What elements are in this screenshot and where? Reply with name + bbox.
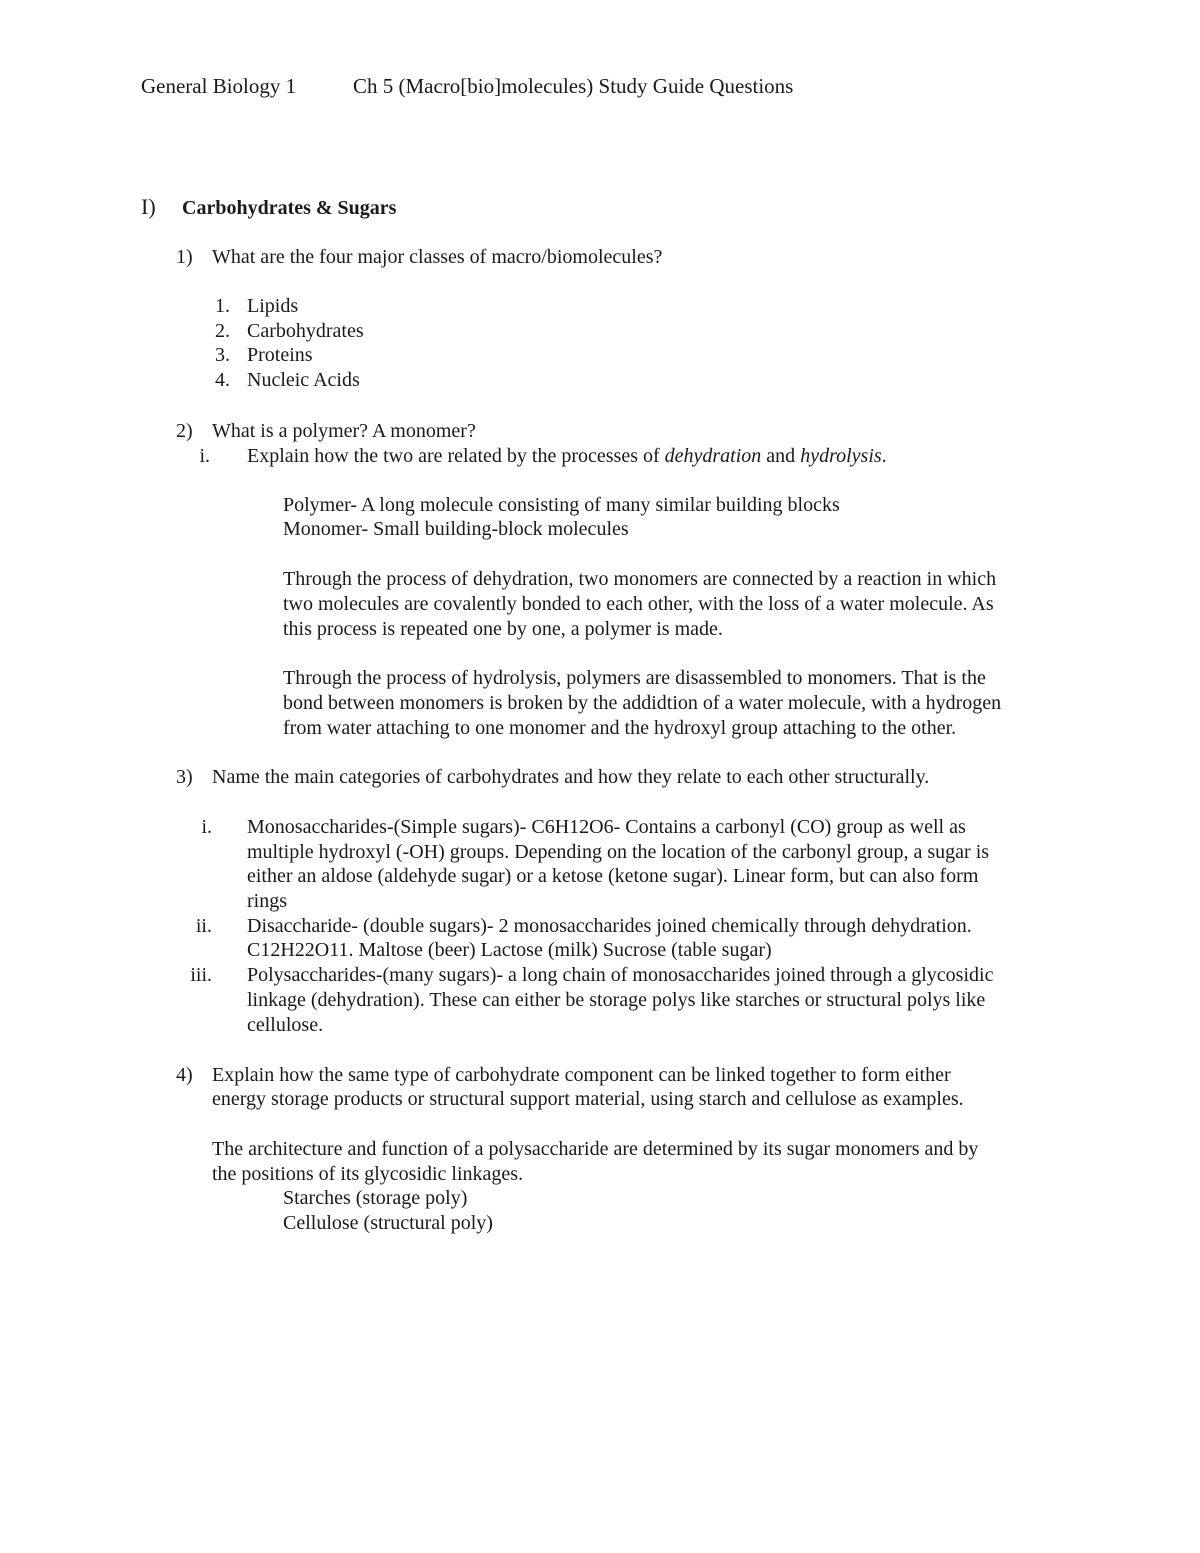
sub-text-hydrolysis: hydrolysis: [800, 445, 882, 467]
hydrolysis-line-3: from water attaching to one monomer and the hydroxyl group attaching to the other.: [283, 717, 957, 739]
dehydration-line-3: this process is repeated one by one, a polymer is made.: [283, 618, 723, 640]
answer-2-text: Carbohydrates: [247, 320, 364, 342]
answer-4-number: 4.: [215, 369, 230, 391]
q4-cellulose: Cellulose (structural poly): [283, 1212, 493, 1234]
question-1-text: What are the four major classes of macro/biomolecules?: [212, 246, 663, 268]
monomer-definition: Monomer- Small building-block molecules: [283, 518, 629, 540]
section-number: I): [141, 194, 156, 219]
q4-answer-line-1: The architecture and function of a polysaccharide are determined by its sugar monomers and by: [212, 1138, 979, 1160]
q3-item-3-number: iii.: [190, 964, 212, 986]
answer-3-text: Proteins: [247, 344, 313, 366]
q4-answer-line-2: the positions of its glycosidic linkages.: [212, 1163, 524, 1185]
answer-1-text: Lipids: [247, 295, 299, 317]
question-4-line-1: Explain how the same type of carbohydrate component can be linked together to form either: [212, 1064, 951, 1086]
question-4-number: 4): [176, 1064, 193, 1086]
sub-text-end: .: [881, 445, 887, 467]
question-2-number: 2): [176, 420, 193, 442]
question-4-line-2: energy storage products or structural support material, using starch and cellulose as examples.: [212, 1088, 964, 1110]
q3-item-1-line-1: Monosaccharides-(Simple sugars)- C6H12O6- Contains a carbonyl (CO) group as well as: [247, 816, 966, 838]
question-3-text: Name the main categories of carbohydrates and how they relate to each other structurally.: [212, 766, 930, 788]
sub-text-dehydration: dehydration: [664, 445, 762, 467]
q3-item-1-number: i.: [201, 816, 212, 838]
question-2-sub-number: i.: [199, 445, 210, 467]
q3-item-3-line-1: Polysaccharides-(many sugars)- a long chain of monosaccharides joined through a glycosidic: [247, 964, 994, 986]
question-2-text: What is a polymer? A monomer?: [212, 420, 476, 442]
q4-starches: Starches (storage poly): [283, 1187, 468, 1209]
answer-2-number: 2.: [215, 320, 230, 342]
q3-item-1-line-3: either an aldose (aldehyde sugar) or a ketose (ketone sugar). Linear form, but can also form: [247, 865, 979, 887]
answer-4-text: Nucleic Acids: [247, 369, 360, 391]
q3-item-3-line-3: cellulose.: [247, 1014, 324, 1036]
header-chapter: Ch 5 (Macro[bio]molecules) Study Guide Questions: [353, 74, 794, 98]
answer-1-number: 1.: [215, 295, 230, 317]
hydrolysis-line-2: bond between monomers is broken by the addidtion of a water molecule, with a hydrogen: [283, 692, 1002, 714]
q3-item-2-line-1: Disaccharide- (double sugars)- 2 monosaccharides joined chemically through dehydration.: [247, 915, 972, 937]
dehydration-line-2: two molecules are covalently bonded to each other, with the loss of a water molecule. As: [283, 593, 994, 615]
sub-text-pre: Explain how the two are related by the processes of: [247, 445, 665, 467]
dehydration-line-1: Through the process of dehydration, two monomers are connected by a reaction in which: [283, 568, 997, 590]
q3-item-1-line-2: multiple hydroxyl (-OH) groups. Depending on the location of the carbonyl group, a sugar is: [247, 841, 990, 863]
question-2-sub-text: [247, 444, 887, 468]
answer-3-number: 3.: [215, 344, 230, 366]
question-3-number: 3): [176, 766, 193, 788]
header-course: General Biology 1: [141, 74, 297, 98]
question-1-number: 1): [176, 246, 193, 268]
polymer-definition: Polymer- A long molecule consisting of many similar building blocks: [283, 494, 840, 516]
q3-item-1-line-4: rings: [247, 890, 287, 912]
sub-text-mid: and: [761, 445, 801, 467]
hydrolysis-line-1: Through the process of hydrolysis, polymers are disassembled to monomers. That is the: [283, 667, 986, 689]
q3-item-2-line-2: C12H22O11. Maltose (beer) Lactose (milk) Sucrose (table sugar): [247, 939, 772, 961]
section-title: Carbohydrates & Sugars: [182, 197, 397, 219]
q3-item-2-number: ii.: [195, 915, 212, 937]
q3-item-3-line-2: linkage (dehydration). These can either be storage polys like starches or structural polys like: [247, 989, 986, 1011]
